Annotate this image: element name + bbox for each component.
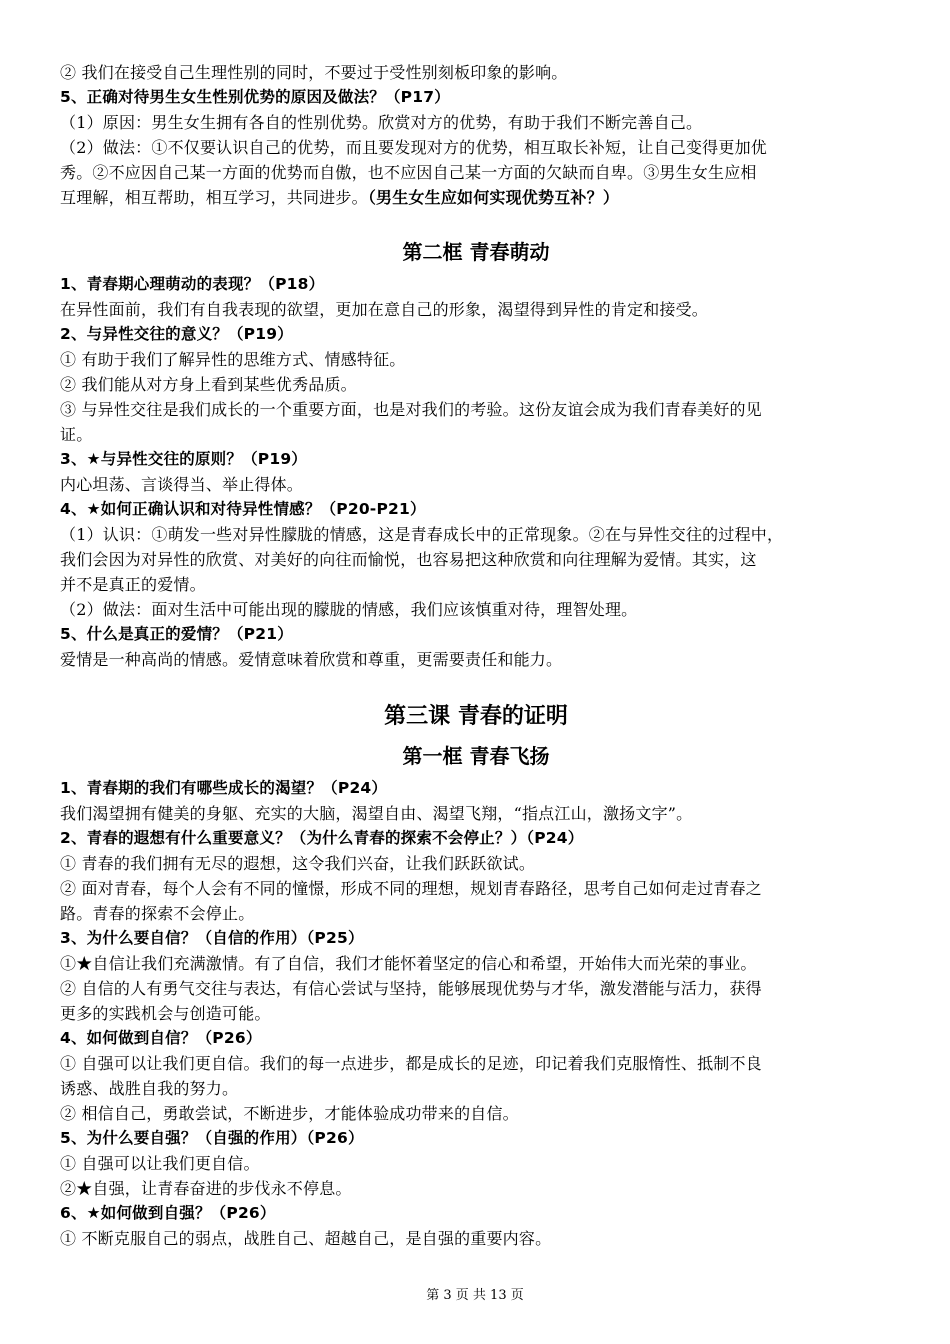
text-line: 证。 — [60, 425, 93, 444]
document-page — [60, 60, 892, 1251]
question-heading: 5、正确对待男生女生性别优势的原因及做法？（P17） — [60, 88, 450, 106]
text-line: ① 青春的我们拥有无尽的遐想，这令我们兴奋，让我们跃跃欲试。 — [60, 854, 536, 873]
question-heading: 5、为什么要自强？（自强的作用）（P26） — [60, 1129, 364, 1147]
text-line: ② 相信自己，勇敢尝试，不断进步，才能体验成功带来的自信。 — [60, 1104, 519, 1123]
lesson-title: 第三课 青春的证明 — [384, 704, 568, 729]
section-title: 第一框 青春飞扬 — [402, 744, 550, 768]
text-line — [60, 185, 892, 210]
text-line: ③ 与异性交往是我们成长的一个重要方面，也是对我们的考验。这份友谊会成为我们青春美好的见 — [60, 400, 762, 419]
text-line: （1）原因：男生女生拥有各自的性别优势。欣赏对方的优势，有助于我们不断完善自己。 — [60, 113, 703, 132]
text-span: 互理解，相互帮助，相互学习，共同进步。 — [60, 188, 368, 207]
question-heading: 3、为什么要自信？（自信的作用）（P25） — [60, 929, 364, 947]
text-line: ②★自强，让青春奋进的步伐永不停息。 — [60, 1179, 352, 1198]
question-heading: 2、青春的遐想有什么重要意义？（为什么青春的探索不会停止？）（P24） — [60, 829, 584, 847]
section-title: 第二框 青春萌动 — [402, 240, 550, 264]
text-line: ② 我们能从对方身上看到某些优秀品质。 — [60, 375, 357, 394]
text-line: （2）做法：面对生活中可能出现的朦胧的情感，我们应该慎重对待，理智处理。 — [60, 600, 638, 619]
text-line: ② 自信的人有勇气交往与表达，有信心尝试与坚持，能够展现优势与才华，激发潜能与活力，获得 — [60, 979, 762, 998]
text-line: ①★自信让我们充满激情。有了自信，我们才能怀着坚定的信心和希望，开始伟大而光荣的事业。 — [60, 954, 757, 973]
text-line: 更多的实践机会与创造可能。 — [60, 1004, 271, 1023]
question-heading: 6、★如何做到自强？（P26） — [60, 1204, 276, 1222]
page-footer: 第 3 页 共 13 页 — [426, 1288, 524, 1303]
text-line: ② 我们在接受自己生理性别的同时，不要过于受性别刻板印象的影响。 — [60, 63, 568, 82]
text-line: 内心坦荡、言谈得当、举止得体。 — [60, 475, 304, 494]
text-line: 我们会因为对异性的欣赏、对美好的向往而愉悦，也容易把这种欣赏和向往理解为爱情。其实，这 — [60, 550, 757, 569]
text-line: ① 有助于我们了解异性的思维方式、情感特征。 — [60, 350, 406, 369]
text-line: 爱情是一种高尚的情感。爱情意味着欣赏和尊重，更需要责任和能力。 — [60, 650, 563, 669]
question-heading: 1、青春期心理萌动的表现？（P18） — [60, 275, 325, 293]
text-line: 诱惑、战胜自我的努力。 — [60, 1079, 239, 1098]
text-line: 并不是真正的爱情。 — [60, 575, 206, 594]
text-line: 在异性面前，我们有自我表现的欲望，更加在意自己的形象，渴望得到异性的肯定和接受。 — [60, 300, 709, 319]
text-line: ① 不断克服自己的弱点，战胜自己、超越自己，是自强的重要内容。 — [60, 1229, 552, 1248]
text-line: （1）认识：①萌发一些对异性朦胧的情感，这是青春成长中的正常现象。②在与异性交往的过程中， — [60, 525, 784, 544]
question-heading: 2、与异性交往的意义？（P19） — [60, 325, 293, 343]
text-line: 秀。②不应因自己某一方面的优势而自傲，也不应因自己某一方面的欠缺而自卑。③男生女生应相 — [60, 163, 757, 182]
question-heading: 5、什么是真正的爱情？（P21） — [60, 625, 293, 643]
question-heading: 4、★如何正确认识和对待异性情感？（P20-P21） — [60, 500, 426, 518]
text-line: 路。青春的探索不会停止。 — [60, 904, 255, 923]
question-heading: 1、青春期的我们有哪些成长的渴望？（P24） — [60, 779, 388, 797]
question-heading: 3、★与异性交往的原则？（P19） — [60, 450, 308, 468]
bold-note: （男生女生应如何实现优势互补？） — [367, 188, 620, 207]
text-line: （2）做法：①不仅要认识自己的优势，而且要发现对方的优势，相互取长补短，让自己变得更加优 — [60, 138, 767, 157]
text-line: ① 自强可以让我们更自信。我们的每一点进步，都是成长的足迹，印记着我们克服惰性、抵制不良 — [60, 1054, 762, 1073]
text-line: ① 自强可以让我们更自信。 — [60, 1154, 260, 1173]
text-line: ② 面对青春，每个人会有不同的憧憬，形成不同的理想，规划青春路径，思考自己如何走过青春之 — [60, 879, 762, 898]
text-line: 我们渴望拥有健美的身躯、充实的大脑，渴望自由、渴望飞翔，“指点江山，激扬文字”。 — [60, 804, 693, 823]
question-heading: 4、如何做到自信？（P26） — [60, 1029, 262, 1047]
